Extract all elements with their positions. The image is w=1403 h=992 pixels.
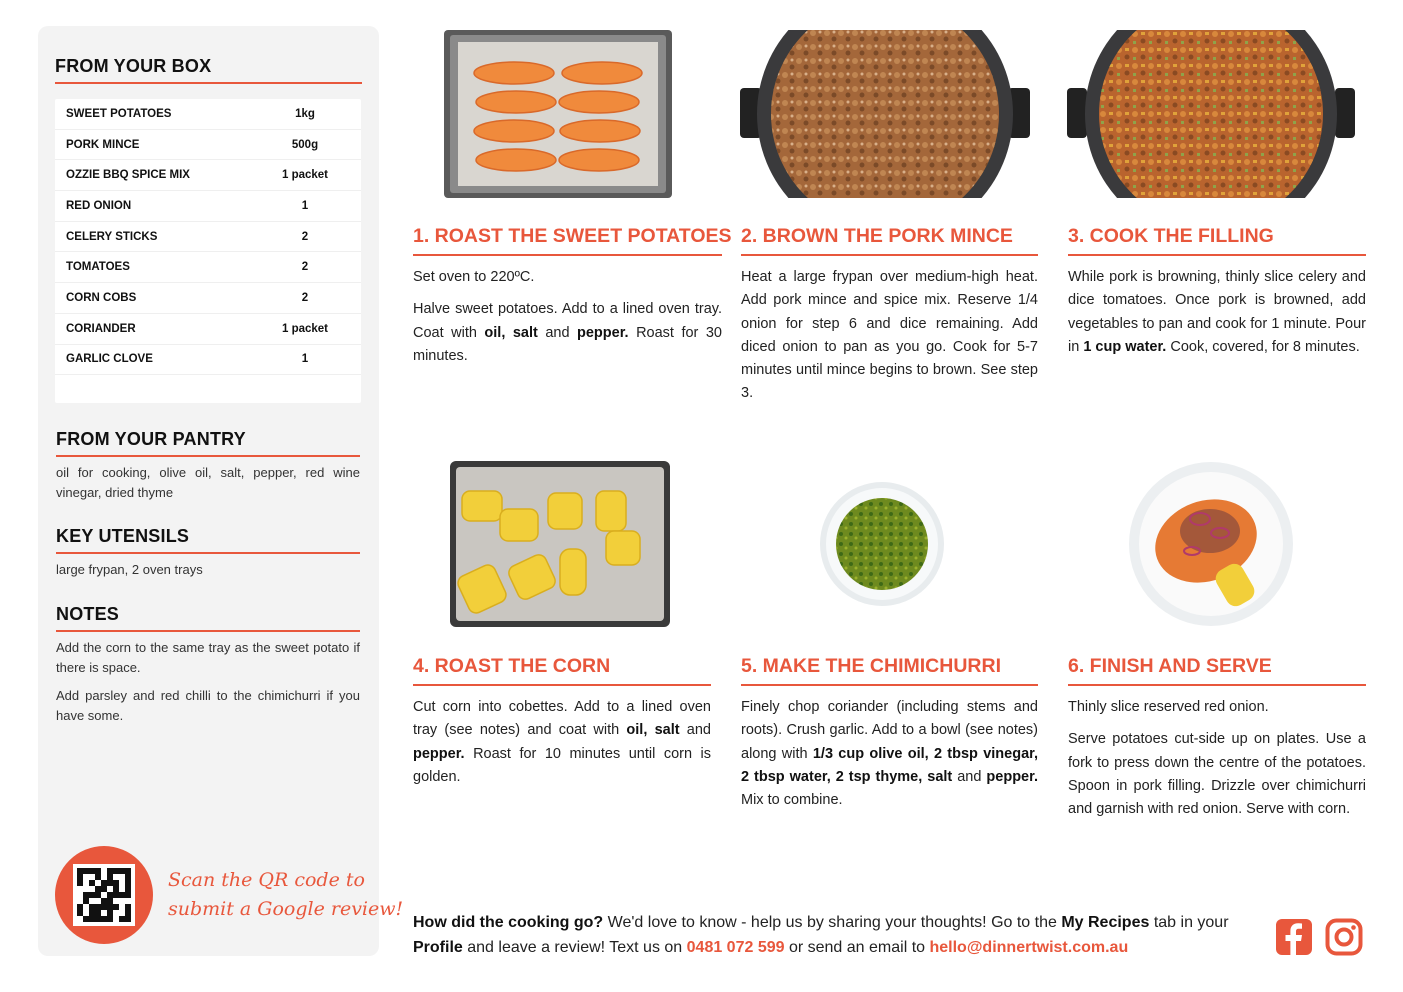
- box-item-qty: 2: [301, 261, 309, 274]
- box-item-name: CORN COBS: [66, 291, 137, 304]
- facebook-icon[interactable]: [1275, 918, 1313, 956]
- box-item-name: PORK MINCE: [66, 138, 140, 151]
- box-item-row: [55, 345, 361, 376]
- utensils-title: KEY UTENSILS: [56, 526, 190, 546]
- box-item-qty: 1 packet: [281, 169, 329, 182]
- box-item-qty: 2: [301, 291, 309, 304]
- box-item-name: RED ONION: [66, 199, 132, 212]
- box-item-name: OZZIE BBQ SPICE MIX: [66, 169, 190, 182]
- step-4-image: [450, 461, 670, 627]
- step-1-image: [444, 30, 672, 198]
- step-3-image: [1067, 30, 1355, 198]
- review-footer: How did the cooking go? We'd love to know - help us by sharing your thoughts! Go to the My Recipes tab in your Profile and leave a review! Text us on 0481 072 599 or send an email to hello@dinnertwist.com.au: [413, 914, 1229, 956]
- qr-code-icon[interactable]: [77, 868, 131, 922]
- step-paragraph: While pork is browning, thinly slice celery and dice tomatoes. Once pork is browned, add vegetables to pan and cook for 1 minute. Pour in 1 cup water. Cook, covered, for 8 minutes.: [1068, 269, 1366, 355]
- step-6-rule: [1068, 684, 1366, 686]
- step-5-body: [741, 696, 1038, 821]
- box-item-row: [55, 252, 361, 283]
- box-item-row: [55, 222, 361, 253]
- step-4-rule: [413, 684, 711, 686]
- step-2-title: 2. BROWN THE PORK MINCE: [741, 225, 1013, 247]
- box-item-qty: 1 packet: [281, 322, 329, 335]
- step-5-image: [818, 481, 946, 607]
- notes-title: NOTES: [56, 604, 120, 624]
- step-paragraph: Finely chop coriander (including stems and roots). Crush garlic. Add to a bowl (see notes) along with 1/3 cup olive oil, 2 tbsp vinegar, 2 tbsp water, 2 tsp thyme, salt and pepper. Mix to combine.: [741, 699, 1039, 809]
- box-item-qty: 500g: [291, 138, 319, 151]
- notes-title-rule: [56, 630, 360, 632]
- step-4-body: [413, 696, 711, 798]
- phone-link[interactable]: 0481 072 599: [686, 939, 785, 956]
- box-ingredients-table: [55, 99, 361, 403]
- step-6-body: [1068, 696, 1366, 830]
- box-item-row: [55, 130, 361, 161]
- box-item-qty: 1: [301, 353, 309, 366]
- pantry-text: oil for cooking, olive oil, salt, pepper, red wine vinegar, dried thyme: [56, 465, 360, 500]
- qr-cta-line-1: Scan the QR code to: [168, 869, 365, 891]
- step-5-title: 5. MAKE THE CHIMICHURRI: [741, 655, 1002, 677]
- step-paragraph: Set oven to 220ºC.: [413, 269, 535, 285]
- box-item-row: [55, 283, 361, 314]
- pantry-title: FROM YOUR PANTRY: [56, 429, 246, 449]
- box-item-name: CELERY STICKS: [66, 230, 158, 243]
- step-3-title: 3. COOK THE FILLING: [1068, 225, 1274, 247]
- step-1-body: [413, 266, 722, 377]
- step-3-rule: [1068, 254, 1366, 256]
- box-item-row: [55, 160, 361, 191]
- step-2-rule: [741, 254, 1038, 256]
- step-4-title: 4. ROAST THE CORN: [413, 655, 611, 677]
- box-item-name: SWEET POTATOES: [66, 107, 172, 120]
- qr-call-to-action: [168, 866, 403, 924]
- step-paragraph: Heat a large frypan over medium-high heat. Add pork mince and spice mix. Reserve 1/4 onion for step 6 and dice remaining. Add diced onion to pan as you go. Cook for 5-7 minutes until mince begins to brown. See step 3.: [741, 269, 1038, 402]
- box-item-name: TOMATOES: [66, 261, 130, 274]
- step-paragraph: Serve potatoes cut-side up on plates. Use a fork to press down the centre of the potatoes. Spoon in pork filling. Drizzle over chimichurri and garnish with red onion. Serve with corn.: [1068, 731, 1366, 818]
- email-link[interactable]: hello@dinnertwist.com.au: [929, 939, 1129, 956]
- step-1-title: 1. ROAST THE SWEET POTATOES: [413, 225, 732, 247]
- step-1-rule: [413, 254, 722, 256]
- note-2: Add parsley and red chilli to the chimichurri if you have some.: [56, 688, 360, 723]
- step-6-title: 6. FINISH AND SERVE: [1068, 655, 1272, 677]
- step-2-image: [740, 30, 1030, 198]
- box-item-qty: 1: [301, 199, 309, 212]
- instagram-icon[interactable]: [1325, 918, 1363, 956]
- note-1: Add the corn to the same tray as the sweet potato if there is space.: [56, 640, 360, 675]
- box-item-qty: 1kg: [295, 107, 315, 120]
- step-paragraph: Thinly slice reserved red onion.: [1068, 699, 1269, 715]
- step-5-rule: [741, 684, 1038, 686]
- box-item-row: [55, 314, 361, 345]
- box-item-row: [55, 191, 361, 222]
- box-title: FROM YOUR BOX: [55, 56, 212, 76]
- box-title-rule: [55, 82, 362, 84]
- utensils-title-rule: [56, 552, 360, 554]
- box-item-name: GARLIC CLOVE: [66, 353, 153, 366]
- step-paragraph: Cut corn into cobettes. Add to a lined oven tray (see notes) and coat with oil, salt and pepper. Roast for 10 minutes until corn is golden.: [413, 699, 711, 785]
- qr-cta-line-2: submit a Google review!: [168, 898, 404, 920]
- box-item-name: CORIANDER: [66, 322, 136, 335]
- step-6-image: [1128, 461, 1294, 627]
- utensils-text: large frypan, 2 oven trays: [56, 562, 203, 577]
- pantry-title-rule: [56, 455, 360, 457]
- step-paragraph: Halve sweet potatoes. Add to a lined oven tray. Coat with oil, salt and pepper. Roast for 30 minutes.: [413, 301, 722, 364]
- box-item-row: [55, 99, 361, 130]
- step-2-body: [741, 266, 1038, 415]
- box-item-qty: 2: [301, 230, 309, 243]
- step-3-body: [1068, 266, 1366, 368]
- qr-badge[interactable]: [55, 846, 153, 944]
